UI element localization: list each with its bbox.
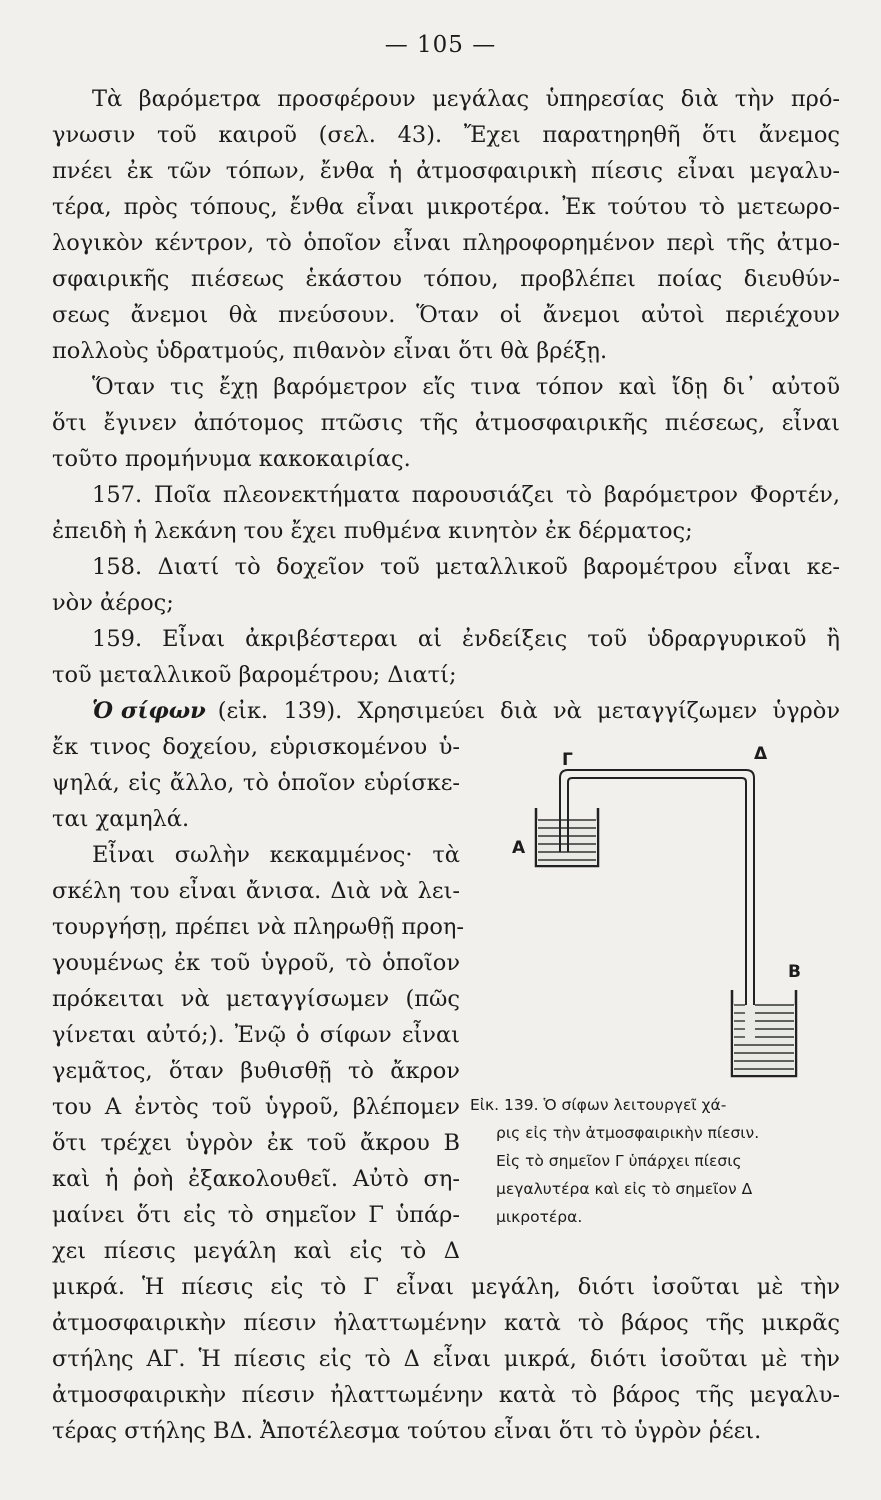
- text-line: στήλης ΑΓ. Ἡ πίεσις εἰς τὸ Δ εἶναι μικρά, διότι ἰσοῦται μὲ τὴν: [52, 1346, 840, 1372]
- text-line: ἀτμοσφαιρικὴν πίεσιν ἠλαττωμένην κατὰ τὸ βάρος τῆς μικρᾶς: [52, 1310, 840, 1336]
- text-line: σφαιρικῆς πιέσεως ἑκάστου τόπου, προβλέπει ποίας διευθύν-: [52, 266, 840, 292]
- text-line: σεως ἄνεμοι θὰ πνεύσουν. Ὅταν οἱ ἄνεμοι αὐτοὶ περιέχουν: [52, 302, 840, 328]
- siphon-heading: Ὁ σίφων: [92, 698, 206, 724]
- text-line: μικρά. Ἡ πίεσις εἰς τὸ Γ εἶναι μεγάλη, διότι ἰσοῦται μὲ τὴν: [52, 1274, 840, 1300]
- figure-caption-line: Εἰκ. 139. Ὁ σίφων λειτουργεῖ χά-: [470, 1096, 727, 1114]
- text-line: ἀτμοσφαιρικὴν πίεσιν ἠλαττωμένην κατὰ τὸ βάρος τῆς μεγαλυ-: [52, 1382, 840, 1408]
- text-line: γίνεται αὐτό;). Ἐνῷ ὁ σίφων εἶναι: [52, 1022, 460, 1048]
- text-line: τοῦ μεταλλικοῦ βαρομέτρου; Διατί;: [52, 662, 457, 688]
- text-line: γεμᾶτος, ὅταν βυθισθῇ τὸ ἄκρον: [52, 1058, 460, 1084]
- text-line: νὸν ἀέρος;: [52, 590, 174, 616]
- lower-vessel: [732, 990, 796, 1076]
- siphon-heading-line: [92, 696, 840, 726]
- siphon-tube: [560, 770, 754, 1045]
- label-alpha: Α: [512, 838, 526, 858]
- text-line: γνωσιν τοῦ καιροῦ (σελ. 43). Ἔχει παρατηρηθῆ ὅτι ἄνεμος: [52, 122, 840, 148]
- text-line: ται χαμηλά.: [52, 806, 190, 832]
- text-line: σκέλη του εἶναι ἄνισα. Διὰ νὰ λει-: [52, 878, 460, 904]
- text-line: τουργήσῃ, πρέπει νὰ πληρωθῇ προη-: [52, 914, 465, 940]
- question-159: 159. Εἶναι ἀκριβέστεραι αἱ ἐνδείξεις τοῦ ὑδραργυρικοῦ ἢ: [92, 626, 840, 652]
- text-line: ἐπειδὴ ἡ λεκάνη του ἔχει πυθμένα κινητὸν ἐκ δέρματος;: [52, 518, 693, 544]
- text-line: καὶ ἡ ῥοὴ ἐξακολουθεῖ. Αὐτὸ ση-: [52, 1166, 460, 1192]
- figure-caption-line: ρις εἰς τὴν ἀτμοσφαιρικὴν πίεσιν.: [496, 1124, 760, 1142]
- label-delta: Δ: [754, 744, 768, 764]
- figure-caption-line: μικροτέρα.: [496, 1208, 583, 1226]
- text-line: (εἰκ. 139). Χρησιμεύει διὰ νὰ μεταγγίζωμεν ὑγρὸν: [217, 698, 840, 724]
- label-beta: Β: [788, 962, 801, 982]
- text-line: πνέει ἐκ τῶν τόπων, ἔνθα ἡ ἀτμοσφαιρικὴ πίεσις εἶναι μεγαλυ-: [52, 158, 840, 184]
- siphon-diagram: [500, 740, 840, 1085]
- siphon-figure: [500, 740, 840, 1085]
- text-line: Εἶναι σωλὴν κεκαμμένος· τὰ: [92, 842, 460, 868]
- text-line: πολλοὺς ὑδρατμούς, πιθανὸν εἶναι ὅτι θὰ βρέξῃ.: [52, 338, 608, 364]
- text-line: Τὰ βαρόμετρα προσφέρουν μεγάλας ὑπηρεσίας διὰ τὴν πρό-: [92, 86, 840, 112]
- text-line: πρόκειται νὰ μεταγγίσωμεν (πῶς: [52, 986, 460, 1012]
- text-line: Ὅταν τις ἔχῃ βαρόμετρον εἴς τινα τόπον καὶ ἴδῃ δι᾽ αὐτοῦ: [92, 374, 840, 400]
- text-line: λογικὸν κέντρον, τὸ ὁποῖον εἶναι πληροφορημένον περὶ τῆς ἀτμο-: [52, 230, 840, 256]
- label-gamma: Γ: [562, 750, 573, 770]
- question-157: 157. Ποῖα πλεονεκτήματα παρουσιάζει τὸ βαρόμετρον Φορτέν,: [92, 482, 840, 508]
- text-line: ὅτι τρέχει ὑγρὸν ἐκ τοῦ ἄκρου Β: [52, 1130, 460, 1156]
- page-number: — 105 —: [384, 32, 497, 58]
- text-line: τοῦτο προμήνυμα κακοκαιρίας.: [52, 446, 411, 472]
- text-line: του Α ἐντὸς τοῦ ὑγροῦ, βλέπομεν: [52, 1094, 460, 1120]
- figure-caption-line: μεγαλυτέρα καὶ εἰς τὸ σημεῖον Δ: [496, 1180, 753, 1198]
- text-line: ἔκ τινος δοχείου, εὑρισκομένου ὑ-: [52, 734, 460, 760]
- figure-caption-line: Εἰς τὸ σημεῖον Γ ὑπάρχει πίεσις: [496, 1152, 742, 1170]
- text-line: χει πίεσις μεγάλη καὶ εἰς τὸ Δ: [52, 1238, 460, 1264]
- text-line: μαίνει ὅτι εἰς τὸ σημεῖον Γ ὑπάρ-: [52, 1202, 460, 1228]
- text-line: ψηλά, εἰς ἄλλο, τὸ ὁποῖον εὑρίσκε-: [52, 770, 460, 796]
- question-158: 158. Διατί τὸ δοχεῖον τοῦ μεταλλικοῦ βαρομέτρου εἶναι κε-: [92, 554, 840, 580]
- text-line: τέρα, πρὸς τόπους, ἔνθα εἶναι μικροτέρα. Ἐκ τούτου τὸ μετεωρο-: [52, 194, 840, 220]
- text-line: γουμένως ἐκ τοῦ ὑγροῦ, τὸ ὁποῖον: [52, 950, 460, 976]
- text-line: τέρας στήλης ΒΔ. Ἀποτέλεσμα τούτου εἶναι ὅτι τὸ ὑγρὸν ῥέει.: [52, 1418, 762, 1444]
- text-line: ὅτι ἔγινεν ἀπότομος πτῶσις τῆς ἀτμοσφαιρικῆς πιέσεως, εἶναι: [52, 410, 840, 436]
